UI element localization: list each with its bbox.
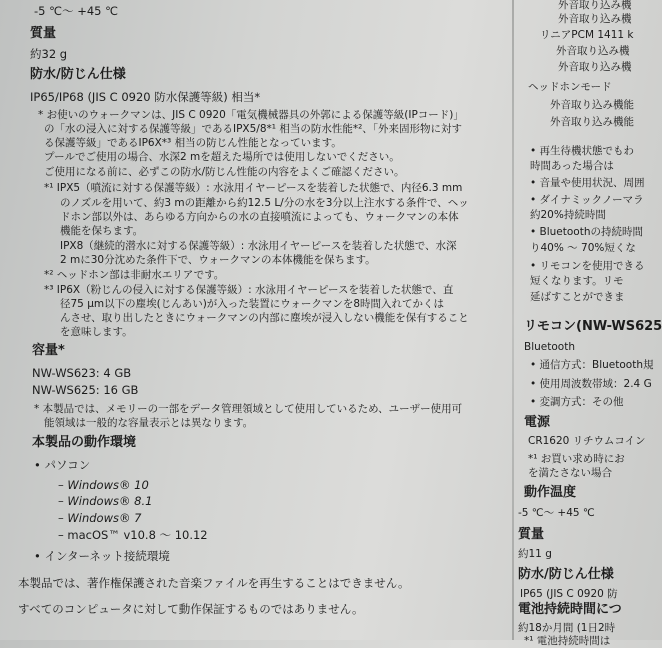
power-note: *¹ お買い求め時にお <box>528 453 625 465</box>
right-mass-heading: 質量 <box>518 527 545 542</box>
wp-line: *¹ IPX5（噴流に対する保護等級）: 水泳用イヤーピースを装着した状態で、内径6.3 mm <box>44 182 463 194</box>
temperature-range: -5 ℃～ +45 ℃ <box>34 4 119 18</box>
headphone-mode: ヘッドホンモード <box>528 81 612 93</box>
right-note: • リモコンを使用できる <box>530 260 645 272</box>
right-line: 外音取り込み機能 <box>550 99 634 111</box>
power-note: を満たさない場合 <box>528 467 612 479</box>
wp-line: 機能を保ちます。 <box>60 225 144 237</box>
waterproof-rating: IP65/IP68 (JIS C 0920 防水保護等級) 相当* <box>30 90 261 104</box>
power-heading: 電源 <box>524 415 551 430</box>
operating-temp-value: -5 ℃～ +45 ℃ <box>518 507 595 519</box>
right-waterproof-heading: 防水/防じん仕様 <box>518 567 614 582</box>
battery-heading: 電池持続時間につ <box>518 602 622 617</box>
env-os: – Windows® 8.1 <box>58 494 153 508</box>
right-note: 短くなります。リモ <box>530 275 624 287</box>
wp-line: んさせ、取り出したときにウォークマンの内部に塵埃が浸入しない機能を保有すること <box>60 312 469 324</box>
env-os: – Windows® 10 <box>58 478 149 492</box>
right-line: 外音取り込み機 <box>558 0 632 11</box>
remote-heading: リモコン(NW-WS625 <box>524 319 662 334</box>
right-line: 外音取り込み機 <box>558 13 632 25</box>
wp-line: *³ IP6X（粉じんの侵入に対する保護等級）: 水泳用イヤーピースを装着した状態で、直 <box>44 284 454 296</box>
bt-line: • 変調方式：その他 <box>530 396 624 408</box>
capacity-note: * 本製品では、メモリーの一部をデータ管理領域として使用しているため、ユーザー使用可 <box>34 403 463 415</box>
wp-line: * お使いのウォークマンは、JIS C 0920「電気機械器具の外郭による保護等級(IPコード)」 <box>38 109 464 121</box>
env-os: – macOS™ v10.8 ～ 10.12 <box>58 528 208 542</box>
right-note: り40% ～ 70%短くな <box>530 242 636 254</box>
right-waterproof-value: IP65 (JIS C 0920 防 <box>520 588 618 600</box>
right-note: 約20%持続時間 <box>530 209 606 221</box>
bt-label: Bluetooth <box>524 341 575 353</box>
right-line: 外音取り込み機 <box>558 61 632 73</box>
right-note: 延ばすことができま <box>530 291 625 303</box>
right-note: • ダイナミックノーマラ <box>530 194 644 206</box>
footer-note: すべてのコンピュータに対して動作保証するものではありません。 <box>18 602 364 616</box>
wp-line: を意味します。 <box>60 326 133 338</box>
operating-temp-heading: 動作温度 <box>524 485 577 500</box>
right-note: • 音量や使用状況、周囲 <box>530 177 645 189</box>
wp-line: プールでご使用の場合、水深2 mを超えた場所では使用しないでください。 <box>44 151 400 163</box>
power-value: CR1620 リチウムコイン <box>528 435 646 447</box>
right-note: 時間あった場合は <box>530 160 614 172</box>
right-note: • 再生待機状態でもわ <box>530 145 635 157</box>
battery-note: *¹ 電池持続時間は <box>524 635 611 647</box>
bt-line: • 通信方式：Bluetooth規 <box>530 359 654 371</box>
wp-line: る保護等級」であるIP6X*³ 相当の防じん性能となっています。 <box>44 137 342 149</box>
right-note: • Bluetoothの持続時間 <box>530 226 644 238</box>
wp-line: ご使用になる前に、必ずこの防水/防じん性能の内容をよくご確認ください。 <box>44 166 405 178</box>
env-pc: • パソコン <box>34 458 91 472</box>
battery-value: 約18か月間 (1日2時 <box>518 622 616 634</box>
env-internet: • インターネット接続環境 <box>34 549 170 563</box>
environment-heading: 本製品の動作環境 <box>32 435 137 450</box>
capacity-heading: 容量* <box>32 343 65 358</box>
wp-line: IPX8（継続的潜水に対する保護等級）: 水泳用イヤーピースを装着した状態で、水深 <box>60 240 457 252</box>
right-line: 外音取り込み機能 <box>550 116 634 128</box>
footer-note: 本製品では、著作権保護された音楽ファイルを再生することはできません。 <box>18 576 410 590</box>
capacity-note: 能領域は一般的な容量表示とは異なります。 <box>44 417 254 429</box>
bt-line: • 使用周波数帯域：2.4 G <box>530 378 652 390</box>
env-os: – Windows® 7 <box>58 511 142 525</box>
wp-line: *² ヘッドホン部は非耐水エリアです。 <box>44 269 225 281</box>
wp-line: の「水の浸入に対する保護等級」であるIPX5/8*¹ 相当の防水性能*²、「外来固形物に対す <box>44 123 463 135</box>
mass-value: 約32 g <box>30 47 68 61</box>
wp-line: ドホン部以外は、あらゆる方向からの水の直接噴流によっても、ウォークマンの本体 <box>60 211 459 223</box>
column-divider <box>512 0 514 640</box>
mass-heading: 質量 <box>30 26 57 41</box>
capacity-item: NW-WS625: 16 GB <box>32 383 139 397</box>
right-line: リニアPCM 1411 k <box>540 29 634 41</box>
waterproof-heading: 防水/防じん仕様 <box>30 67 126 82</box>
wp-line: のノズルを用いて、約3 mの距離から約12.5 L/分の水を3分以上注水する条件で、ヘッ <box>60 197 469 209</box>
right-mass-value: 約11 g <box>518 548 552 560</box>
wp-line: 2 mに30分沈めた条件下で、ウォークマンの本体機能を保ちます。 <box>60 254 376 266</box>
capacity-item: NW-WS623: 4 GB <box>32 366 132 380</box>
wp-line: 径75 μm以下の塵埃(じんあい)が入った装置にウォークマンを8時間入れてかくは <box>60 298 445 310</box>
right-column <box>518 0 662 647</box>
right-line: 外音取り込み機 <box>556 45 630 57</box>
